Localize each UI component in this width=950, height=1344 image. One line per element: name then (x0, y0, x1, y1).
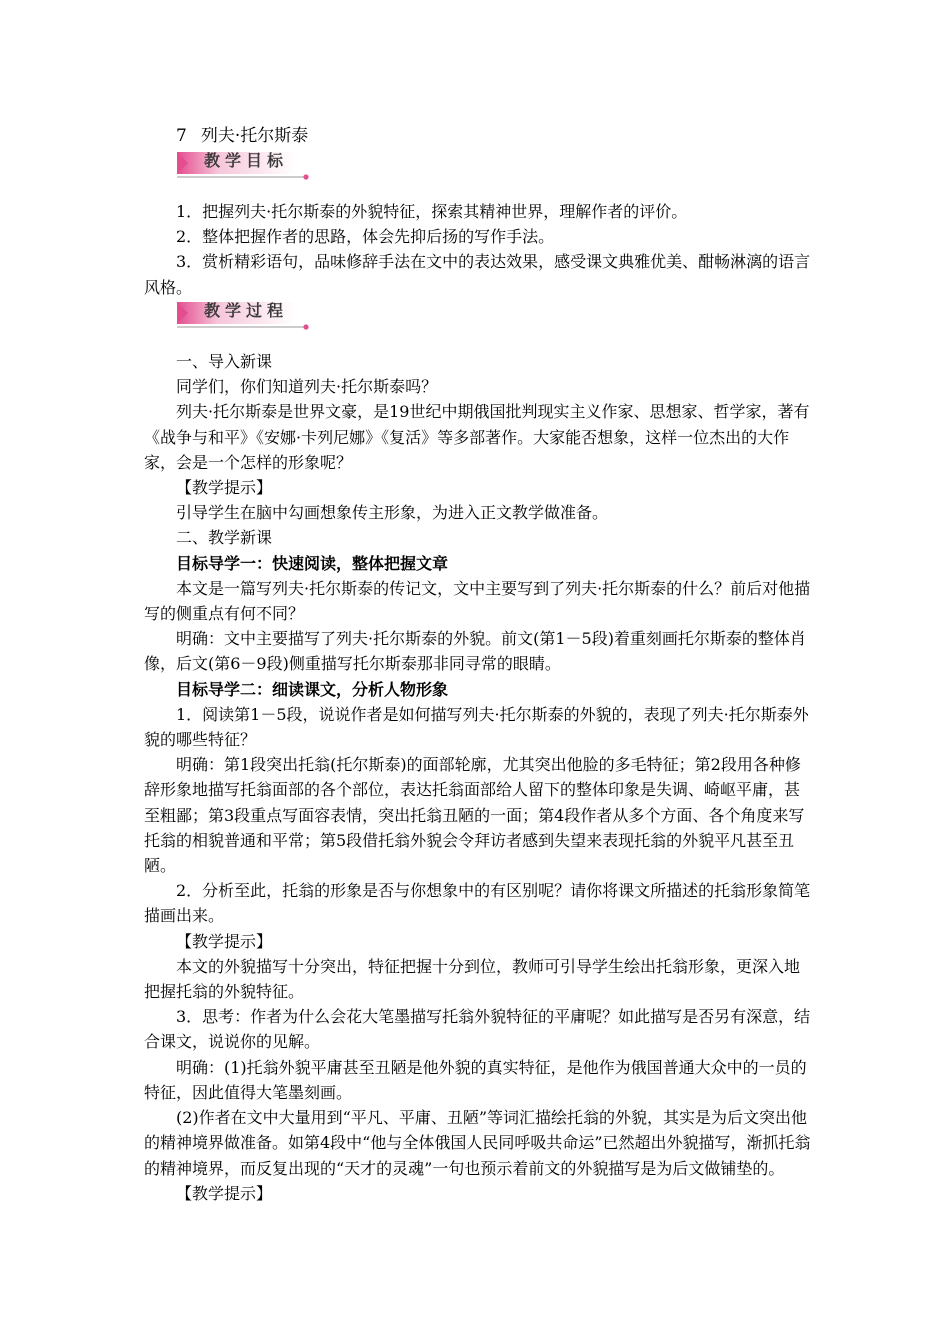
section-heading: 二、教学新课 (176, 528, 273, 548)
paragraph: 同学们，你们知道列夫·托尔斯泰吗？ (176, 377, 438, 397)
objective-item: 2．整体把握作者的思路，体会先抑后扬的写作手法。 (176, 227, 555, 247)
question-paragraph: 3．思考：作者为什么会花大笔墨描写托翁外貌特征的平庸呢？如此描写是否另有深意，结合课文，说说你的见解。 (144, 1007, 811, 1052)
lesson-number: 7 (176, 126, 187, 146)
paragraph: 本文是一篇写列夫·托尔斯泰的传记文，文中主要写到了列夫·托尔斯泰的什么？前后对他描写的侧重点有何不同？ (144, 578, 811, 624)
goal-heading: 目标导学一：快速阅读，整体把握文章 (176, 553, 449, 573)
lesson-title-text: 列夫·托尔斯泰 (200, 126, 309, 146)
process-banner (174, 298, 316, 332)
objectives-section (144, 199, 812, 300)
teaching-tip-label: 【教学提示】 (176, 1183, 273, 1203)
objectives-banner-label: 教学目标 (204, 151, 289, 170)
teaching-tip-label: 【教学提示】 (176, 931, 273, 951)
lesson-title (176, 124, 308, 148)
question-paragraph: 2．分析至此，托翁的形象是否与你想象中的有区别呢？请你将课文所描述的托翁形象简笔描画出来。 (144, 881, 811, 926)
objective-item: 1．把握列夫·托尔斯泰的外貌特征，探索其精神世界，理解作者的评价。 (176, 202, 688, 221)
teaching-tip-label: 【教学提示】 (176, 478, 273, 498)
section-heading: 一、导入新课 (176, 352, 273, 371)
answer-paragraph: 明确：文中主要描写了列夫·托尔斯泰的外貌。前文(第1－5段)着重刻画托尔斯泰的整体肖像，后文(第6－9段)侧重描写托尔斯泰那非同寻常的眼睛。 (144, 629, 806, 674)
goal-heading: 目标导学二：细读课文，分析人物形象 (176, 679, 449, 699)
answer-paragraph: 明确：(1)托翁外貌平庸甚至丑陋是他外貌的真实特征，是他作为俄国普通大众中的一员的特征，因此值得大笔墨刻画。 (144, 1057, 807, 1102)
paragraph: 引导学生在脑中勾画想象传主形象，为进入正文教学做准备。 (176, 503, 609, 523)
paragraph: 本文的外貌描写十分突出，特征把握十分到位，教师可引导学生绘出托翁形象，更深入地把握托翁的外貌特征。 (144, 956, 801, 1002)
process-section (144, 349, 812, 1206)
answer-paragraph: (2)作者在文中大量用到“平凡、平庸、丑陋”等词汇描绘托翁的外貌，其实是为后文突出他的精神境界做准备。如第4段中“他与全体俄国人民同呼吸共命运”已然超出外貌描写，渐抓托翁的精神境界，而反复出现的“天才的灵魂”一句也预示着前文的外貌描写是为后文做铺垫的。 (144, 1108, 811, 1178)
answer-paragraph: 明确：第1段突出托翁(托尔斯泰)的面部轮廓，尤其突出他脸的多毛特征；第2段用各种修辞形象地描写托翁面部的各个部位，表达托翁面部给人留下的整体印象是失调、崎岖平庸，甚至粗鄙；第3段重点写面容表情，突出托翁丑陋的一面；第4段作者从多个方面、各个角度来写托翁的相貌普通和平常；第5段借托翁外貌会令拜访者感到失望来表现托翁的外貌平凡甚至丑陋。 (144, 755, 805, 876)
paragraph: 列夫·托尔斯泰是世界文豪，是19世纪中期俄国批判现实主义作家、思想家、哲学家，著有《战争与和平》《安娜·卡列尼娜》《复活》等多部著作。大家能否想象，这样一位杰出的大作家，会是一个怎样的形象呢？ (144, 402, 810, 472)
objective-item: 3．赏析精彩语句，品味修辞手法在文中的表达效果，感受课文典雅优美、酣畅淋漓的语言风格。 (144, 252, 811, 297)
objectives-banner (174, 148, 316, 182)
process-banner-label: 教学过程 (204, 301, 289, 320)
question-paragraph: 1．阅读第1－5段，说说作者是如何描写列夫·托尔斯泰的外貌的，表现了列夫·托尔斯泰外貌的哪些特征？ (144, 704, 809, 750)
